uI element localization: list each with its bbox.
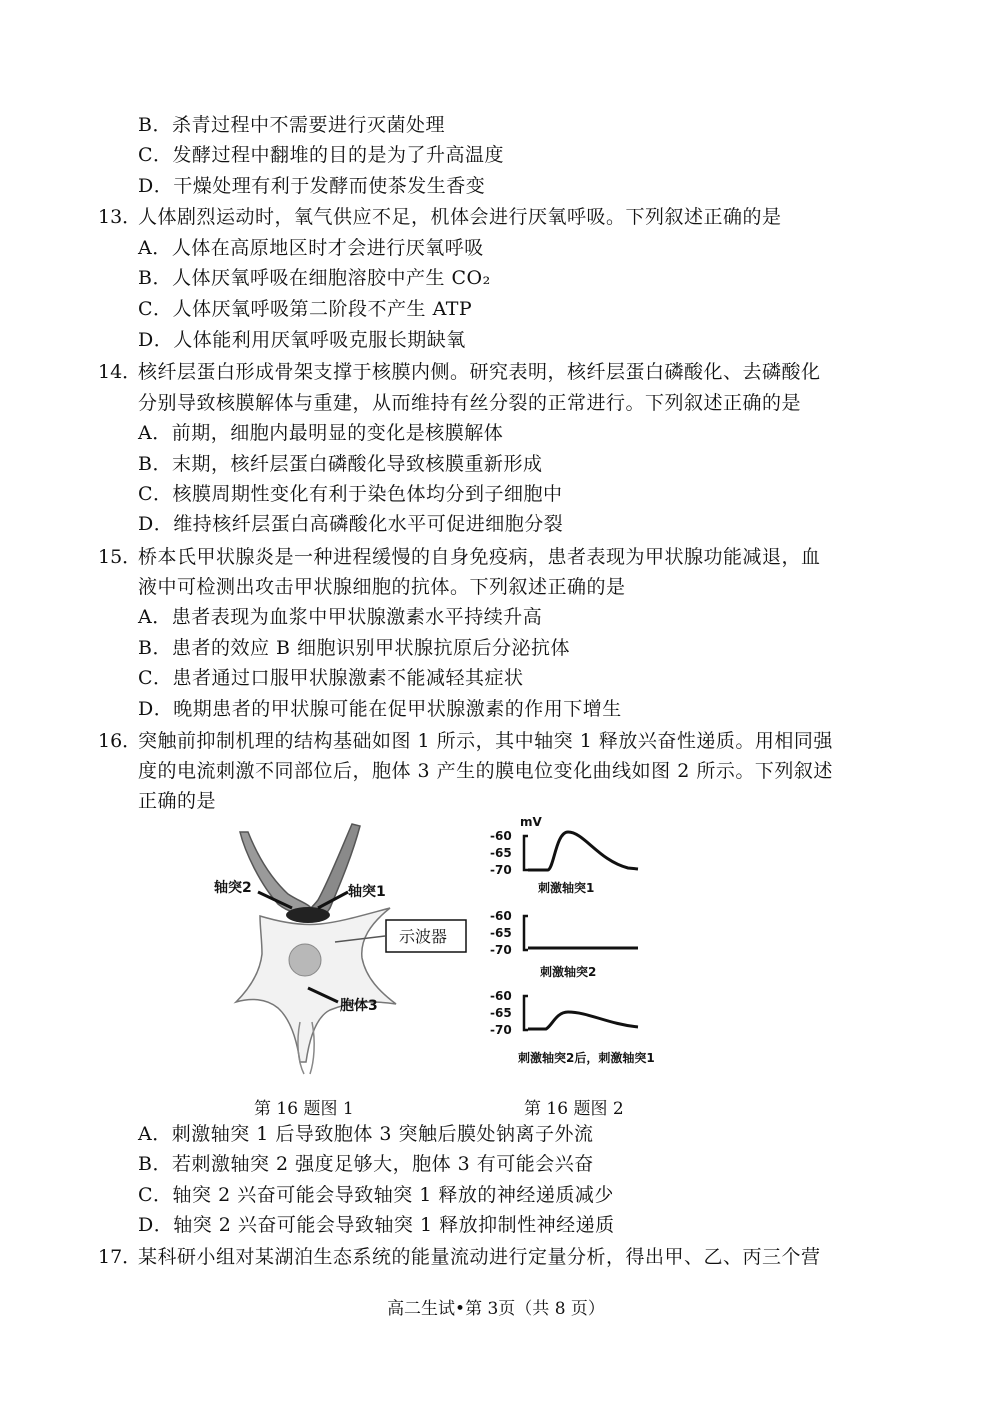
q12-option-d: D．干燥处理有利于发酵而使茶发生香变 — [138, 175, 486, 197]
q15-option-a: A．患者表现为血浆中甲状腺激素水平持续升高 — [138, 606, 543, 628]
mv-unit-label: mV — [520, 815, 542, 829]
panel-1 — [490, 829, 638, 895]
panel-1-label: 刺激轴突1 — [538, 881, 595, 895]
p2-tick-65: -65 — [490, 926, 512, 940]
q16-stem-line1: 突触前抑制机理的结构基础如图 1 所示，其中轴突 1 释放兴奋性递质。用相同强 — [138, 730, 833, 752]
q14-stem-line1: 核纤层蛋白形成骨架支撑于核膜内侧。研究表明，核纤层蛋白磷酸化、去磷酸化 — [138, 361, 821, 383]
panel-2 — [490, 909, 638, 979]
trace-1 — [528, 832, 638, 870]
q13-option-a: A．人体在高原地区时才会进行厌氧呼吸 — [138, 237, 484, 259]
figure2-caption: 第 16 题图 2 — [524, 1099, 624, 1119]
q15-stem-line1: 桥本氏甲状腺炎是一种进程缓慢的自身免疫病，患者表现为甲状腺功能减退，血 — [138, 546, 821, 568]
potential-charts — [488, 812, 708, 1074]
p2-tick-70: -70 — [490, 943, 512, 957]
q15-option-c: C．患者通过口服甲状腺激素不能减轻其症状 — [138, 667, 524, 689]
axon1-label: 轴突1 — [348, 884, 386, 900]
soma3-label: 胞体3 — [340, 998, 378, 1014]
q16-option-b: B．若刺激轴突 2 强度足够大，胞体 3 有可能会兴奋 — [138, 1153, 594, 1175]
q15-stem-line2: 液中可检测出攻击甲状腺细胞的抗体。下列叙述正确的是 — [138, 576, 626, 598]
neuron-body — [236, 908, 396, 1062]
nucleus — [289, 944, 321, 976]
axon2-label: 轴突2 — [214, 880, 252, 896]
q14-option-c: C．核膜周期性变化有利于染色体均分到子细胞中 — [138, 483, 563, 505]
p1-tick-70: -70 — [490, 863, 512, 877]
synapse-region — [286, 907, 330, 923]
q14-option-b: B．末期，核纤层蛋白磷酸化导致核膜重新形成 — [138, 453, 543, 475]
p3-tick-70: -70 — [490, 1023, 512, 1037]
p3-tick-60: -60 — [490, 989, 512, 1003]
p1-tick-60: -60 — [490, 829, 512, 843]
q15-number: 15． — [98, 546, 142, 568]
q16-number: 16． — [98, 730, 142, 752]
panel-2-label: 刺激轴突2 — [540, 965, 597, 979]
q13-option-b: B．人体厌氧呼吸在细胞溶胶中产生 CO₂ — [138, 267, 491, 289]
trace-3 — [528, 1012, 638, 1029]
q13-option-c: C．人体厌氧呼吸第二阶段不产生 ATP — [138, 298, 473, 320]
figure1-caption: 第 16 题图 1 — [254, 1099, 354, 1119]
q14-number: 14． — [98, 361, 142, 383]
q16-stem-line2: 度的电流刺激不同部位后，胞体 3 产生的膜电位变化曲线如图 2 所示。下列叙述 — [138, 760, 833, 782]
q16-stem-line3: 正确的是 — [138, 790, 217, 812]
q13-option-d: D．人体能利用厌氧呼吸克服长期缺氧 — [138, 329, 466, 351]
q17-stem: 某科研小组对某湖泊生态系统的能量流动进行定量分析，得出甲、乙、丙三个营 — [138, 1246, 821, 1268]
p2-tick-60: -60 — [490, 909, 512, 923]
page-footer: 高二生试•第 3页（共 8 页） — [387, 1299, 605, 1319]
q14-option-d: D．维持核纤层蛋白高磷酸化水平可促进细胞分裂 — [138, 513, 564, 535]
q16-option-c: C．轴突 2 兴奋可能会导致轴突 1 释放的神经递质减少 — [138, 1184, 614, 1206]
neuron-diagram — [200, 812, 490, 1082]
p3-tick-65: -65 — [490, 1006, 512, 1020]
q16-option-a: A．刺激轴突 1 后导致胞体 3 突触后膜处钠离子外流 — [138, 1123, 594, 1145]
q17-number: 17． — [98, 1246, 142, 1268]
panel-3 — [490, 989, 655, 1065]
q13-stem: 人体剧烈运动时，氧气供应不足，机体会进行厌氧呼吸。下列叙述正确的是 — [138, 206, 782, 228]
q14-option-a: A．前期，细胞内最明显的变化是核膜解体 — [138, 422, 504, 444]
p1-tick-65: -65 — [490, 846, 512, 860]
q15-option-b: B．患者的效应 B 细胞识别甲状腺抗原后分泌抗体 — [138, 637, 571, 659]
q14-stem-line2: 分别导致核膜解体与重建，从而维持有丝分裂的正常进行。下列叙述正确的是 — [138, 392, 802, 414]
q16-figures — [200, 812, 710, 1122]
q15-option-d: D．晚期患者的甲状腺可能在促甲状腺激素的作用下增生 — [138, 698, 622, 720]
panel-3-label: 刺激轴突2后，刺激轴突1 — [518, 1051, 655, 1065]
oscilloscope-label: 示波器 — [399, 927, 448, 946]
q12-option-b: B．杀青过程中不需要进行灭菌处理 — [138, 114, 445, 136]
q16-option-d: D．轴突 2 兴奋可能会导致轴突 1 释放抑制性神经递质 — [138, 1214, 615, 1236]
q12-option-c: C．发酵过程中翻堆的目的是为了升高温度 — [138, 144, 505, 166]
q13-number: 13． — [98, 206, 142, 228]
